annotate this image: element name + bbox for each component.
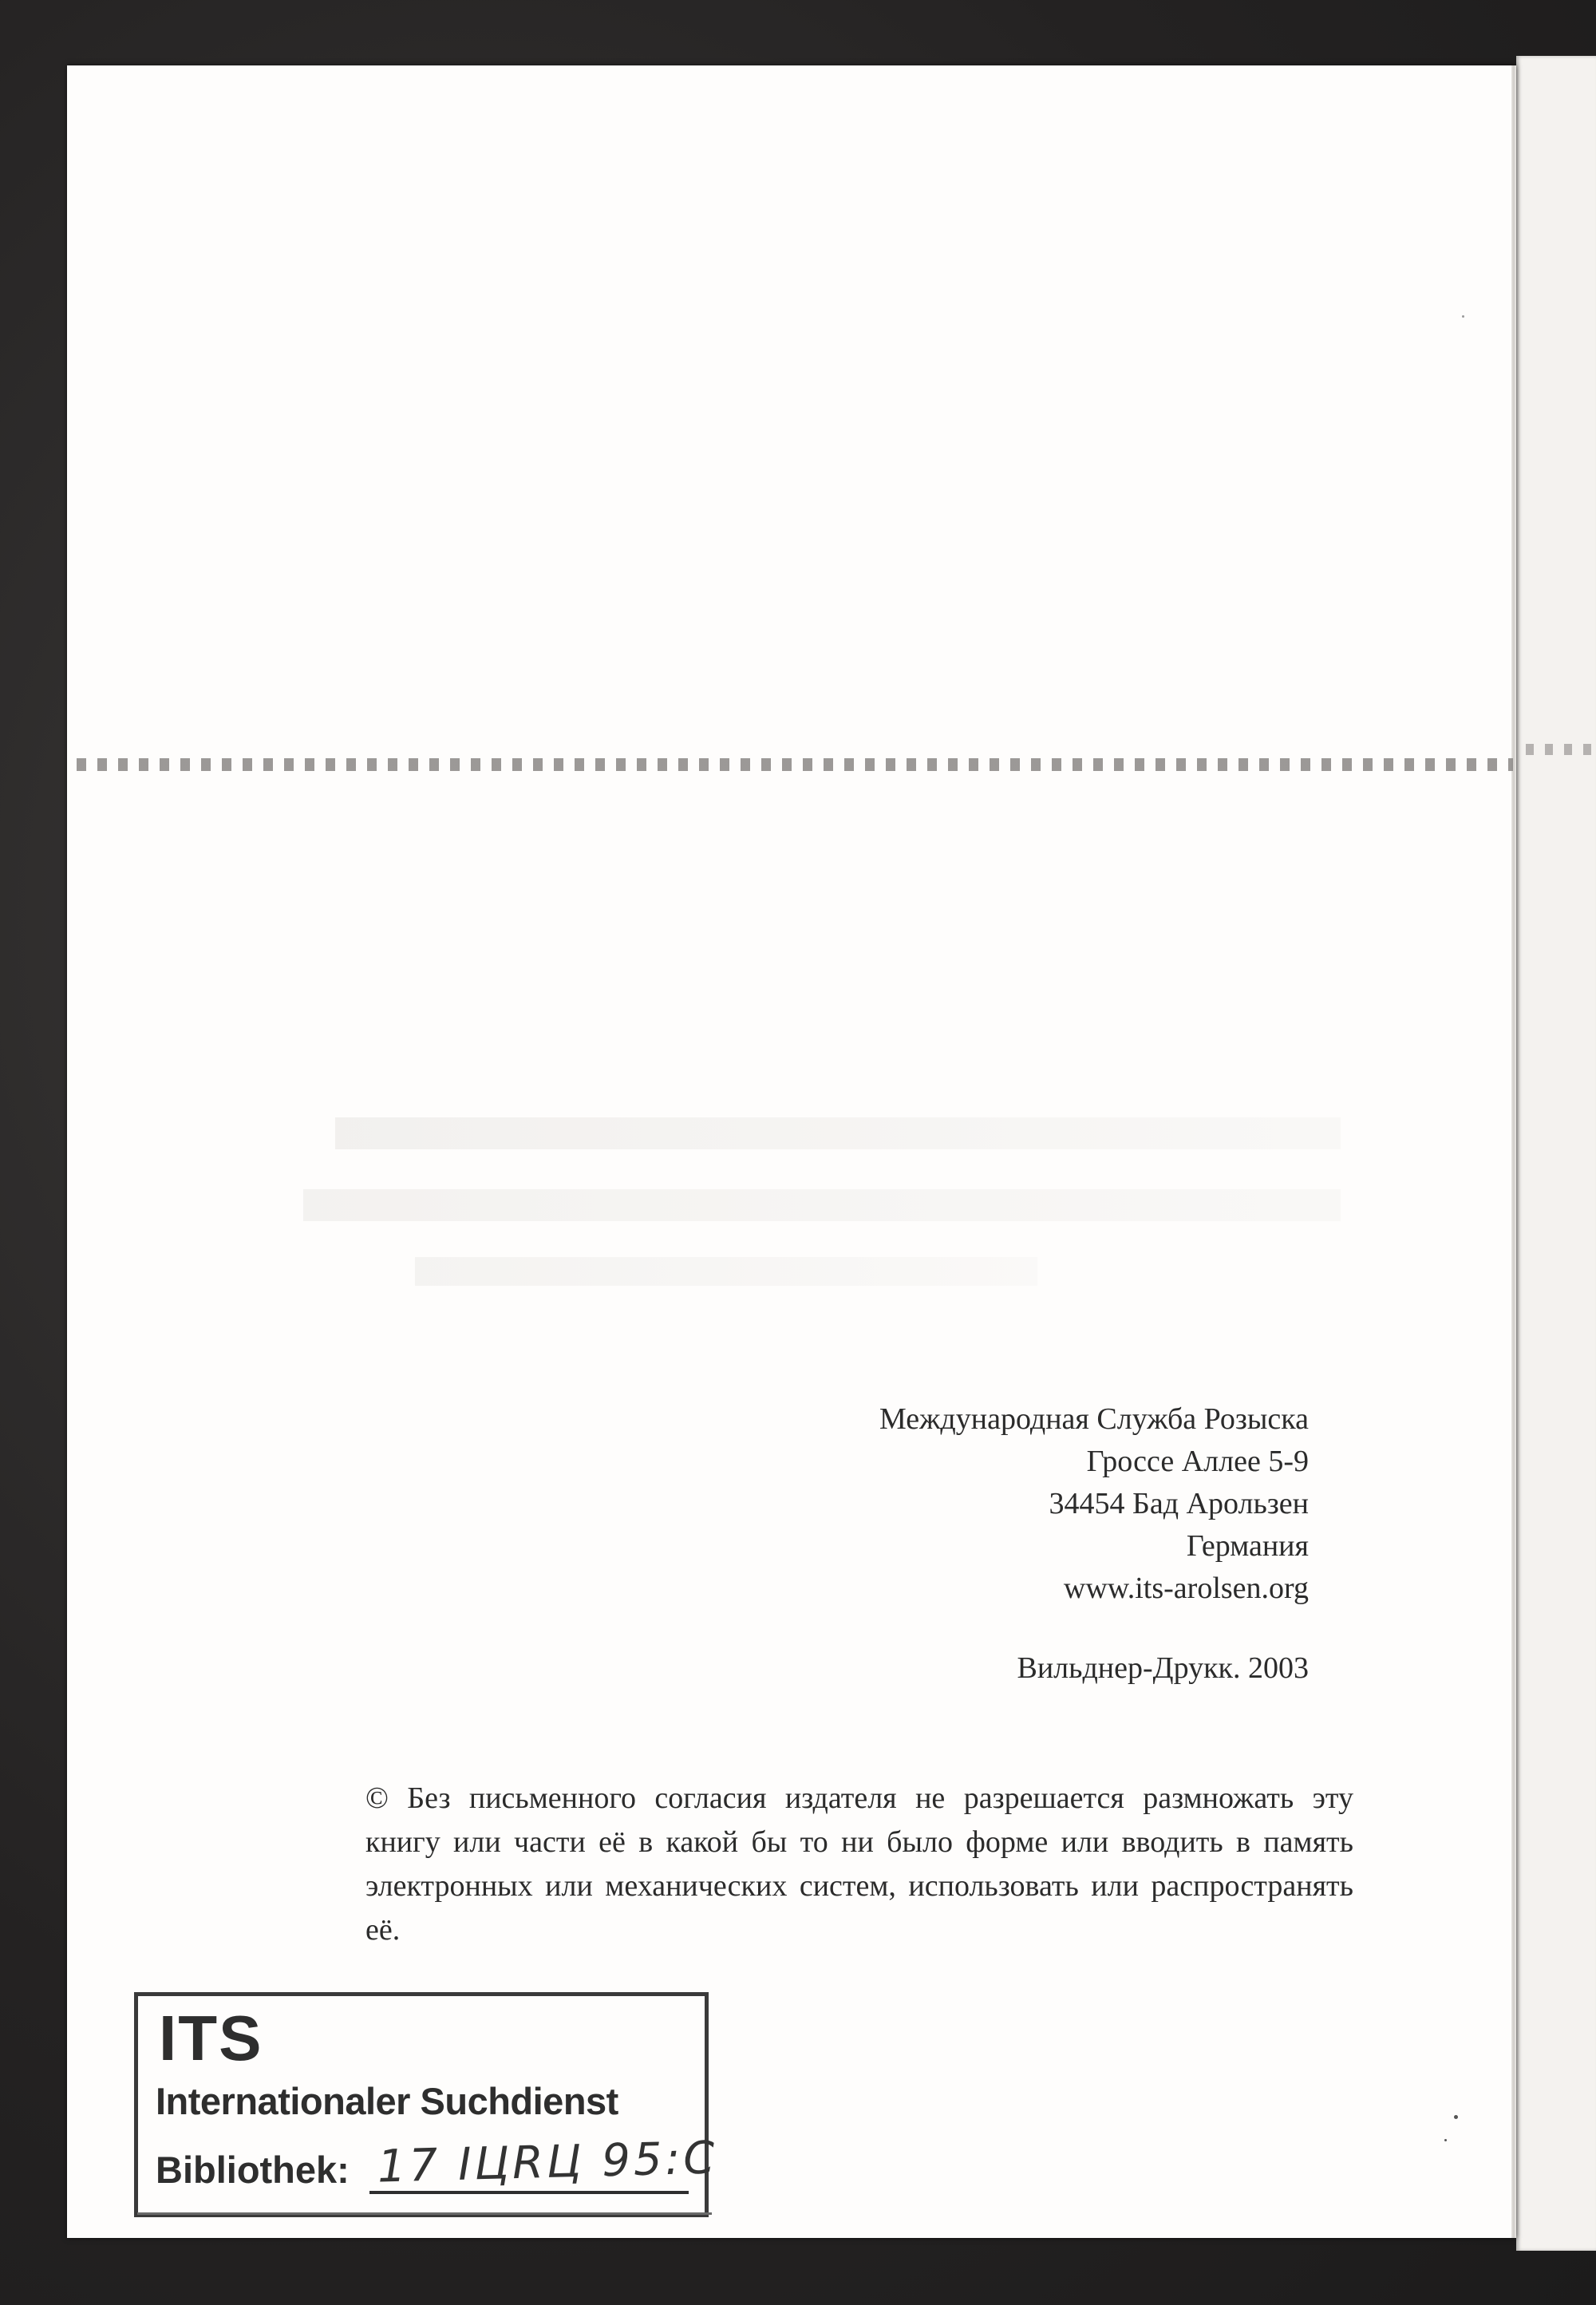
scan-speck bbox=[1444, 2139, 1447, 2141]
scan-speck bbox=[1454, 2115, 1458, 2119]
bleed-through-line bbox=[415, 1257, 1037, 1286]
stamp-abbreviation: ITS bbox=[159, 2003, 263, 2074]
library-stamp bbox=[134, 1992, 719, 2217]
perforation-edge bbox=[1526, 744, 1596, 755]
address-line: Гроссе Аллее 5-9 bbox=[1086, 1445, 1309, 1478]
printer-imprint: Вильднер-Друкк. 2003 bbox=[1017, 1651, 1309, 1685]
perforation-line bbox=[77, 758, 1513, 771]
address-line: Международная Служба Розыска bbox=[879, 1402, 1309, 1436]
publisher-address bbox=[879, 1398, 1309, 1610]
bleed-through-line bbox=[335, 1117, 1341, 1149]
address-line: Германия bbox=[1186, 1529, 1309, 1563]
stamp-organization: Internationaler Suchdienst bbox=[156, 2080, 618, 2122]
stamp-library-number: 17 ІЦRЦ 95:С bbox=[377, 2132, 719, 2193]
page-fold bbox=[1511, 65, 1516, 2238]
copyright-notice: © Без письменного согласия издателя не разрешается размножать эту книгу или части её в какой бы то ни было форме или вводить в память электронных или механических систем, использовать или распространять её. bbox=[365, 1781, 1353, 1947]
address-line: 34454 Бад Арользен bbox=[1049, 1487, 1309, 1520]
publisher-website: www.its-arolsen.org bbox=[1063, 1572, 1309, 1605]
stamp-library-label: Bibliothek: bbox=[156, 2149, 350, 2191]
scan-speck bbox=[1462, 315, 1464, 318]
bleed-through-line bbox=[303, 1189, 1341, 1221]
adjacent-page-edge bbox=[1516, 56, 1596, 2251]
stamp-underline bbox=[137, 2212, 712, 2223]
